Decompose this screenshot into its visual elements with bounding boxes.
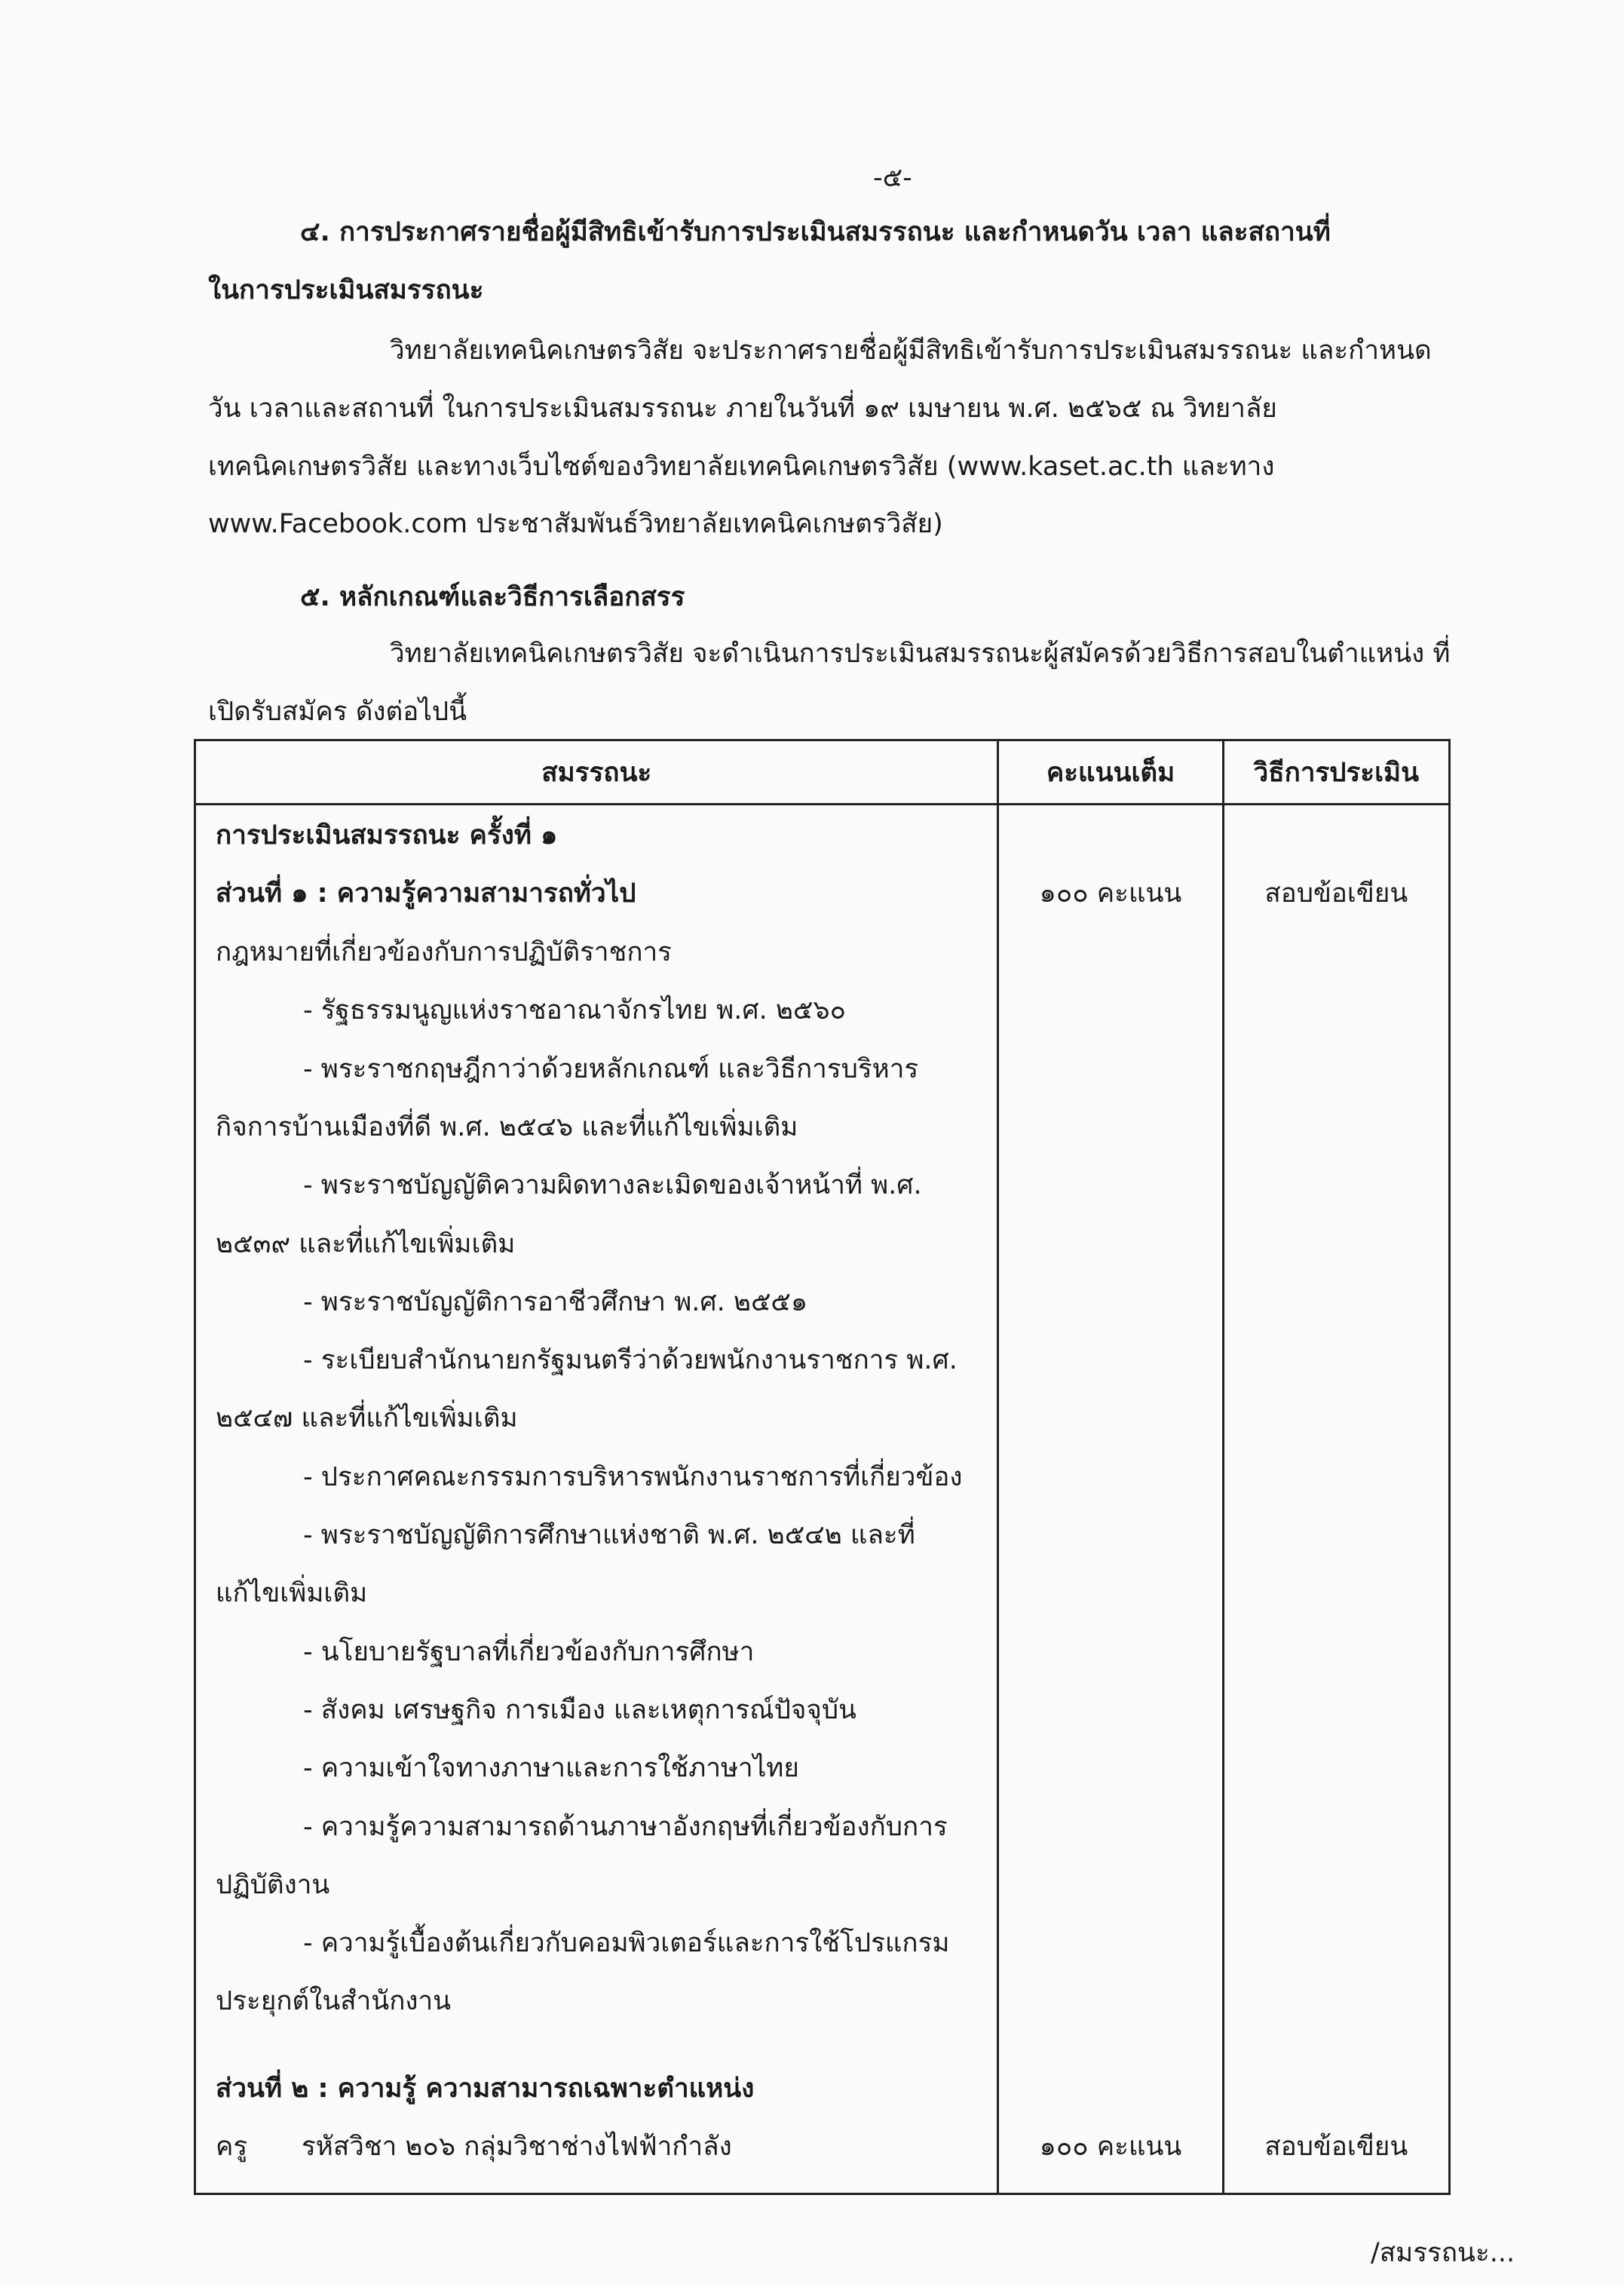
competency-line: - รัฐธรรมนูญแห่งราชอาณาจักรไทย พ.ศ. ๒๕๖๐ [303, 995, 846, 1025]
competency-line: กิจการบ้านเมืองที่ดี พ.ศ. ๒๕๔๖ และที่แก้ไขเพิ่มเติม [216, 1112, 798, 1142]
section4-heading-line2: ในการประเมินสมรรถนะ [208, 275, 484, 305]
table-header-row [195, 740, 1450, 805]
competency-line: - ความเข้าใจทางภาษาและการใช้ภาษาไทย [303, 1753, 799, 1783]
competency-line: - ความรู้ความสามารถด้านภาษาอังกฤษที่เกี่ยวข้องกับการ [303, 1812, 948, 1842]
competency-line: กฎหมายที่เกี่ยวข้องกับการปฏิบัติราชการ [216, 937, 672, 967]
table-body-row [195, 805, 1450, 2194]
part2-method: สอบข้อเขียน [1264, 2132, 1408, 2162]
section5-heading: ๕. หลักเกณฑ์และวิธีการเลือกสรร [300, 582, 685, 612]
part2-row-text: รหัสวิชา ๒๐๖ กลุ่มวิชาช่างไฟฟ้ากำลัง [302, 2132, 732, 2162]
competency-table [194, 739, 1451, 2195]
part2-row-label: ครู [216, 2132, 248, 2162]
part2-title: ส่วนที่ ๒ : ความรู้ ความสามารถเฉพาะตำแหน่ง [216, 2074, 755, 2104]
section4-body-line2: วัน เวลาและสถานที่ ในการประเมินสมรรถนะ ภายในวันที่ ๑๙ เมษายน พ.ศ. ๒๕๖๕ ณ วิทยาลัย [208, 394, 1277, 424]
section5-body-line1: วิทยาลัยเทคนิคเกษตรวิสัย จะดำเนินการประเมินสมรรถนะผู้สมัครด้วยวิธีการสอบในตำแหน่ง ที่ [390, 639, 1451, 669]
competency-line: - พระราชบัญญัติการศึกษาแห่งชาติ พ.ศ. ๒๕๔๒ และที่ [303, 1520, 915, 1550]
competency-line: - ความรู้เบื้องต้นเกี่ยวกับคอมพิวเตอร์และการใช้โปรแกรม [303, 1928, 950, 1958]
competency-line: ปฏิบัติงาน [216, 1870, 330, 1900]
section4-heading-line1: ๔. การประกาศรายชื่อผู้มีสิทธิเข้ารับการประเมินสมรรถนะ และกำหนดวัน เวลา และสถานที่ [300, 217, 1331, 247]
part1-method: สอบข้อเขียน [1264, 878, 1408, 909]
round-title: การประเมินสมรรถนะ ครั้งที่ ๑ [216, 820, 558, 851]
page-number: -๕- [873, 163, 912, 193]
competency-line: - พระราชบัญญัติความผิดทางละเมิดของเจ้าหน้าที่ พ.ศ. [303, 1170, 922, 1200]
competency-line: ประยุกต์ในสำนักงาน [216, 1986, 452, 2016]
competency-line: แก้ไขเพิ่มเติม [216, 1578, 368, 1608]
competency-line: ๒๕๓๙ และที่แก้ไขเพิ่มเติม [216, 1229, 516, 1259]
header-method: วิธีการประเมิน [1223, 740, 1449, 805]
method-cell [1223, 805, 1449, 2194]
competency-line: - ประกาศคณะกรรมการบริหารพนักงานราชการที่เกี่ยวข้อง [303, 1462, 963, 1492]
header-full-score: คะแนนเต็ม [998, 740, 1223, 805]
competency-line: ๒๕๔๗ และที่แก้ไขเพิ่มเติม [216, 1403, 518, 1433]
competency-line: - นโยบายรัฐบาลที่เกี่ยวข้องกับการศึกษา [303, 1637, 755, 1667]
section4-body-line1: วิทยาลัยเทคนิคเกษตรวิสัย จะประกาศรายชื่อผู้มีสิทธิเข้ารับการประเมินสมรรถนะ และกำหนด [390, 336, 1432, 366]
part2-score: ๑๐๐ คะแนน [1039, 2132, 1182, 2162]
section5-body-line2: เปิดรับสมัคร ดังต่อไปนี้ [208, 697, 467, 727]
competency-line: - สังคม เศรษฐกิจ การเมือง และเหตุการณ์ปัจจุบัน [303, 1695, 856, 1725]
competency-line: - พระราชกฤษฎีกาว่าด้วยหลักเกณฑ์ และวิธีการบริหาร [303, 1054, 919, 1084]
score-cell [998, 805, 1223, 2194]
part1-title: ส่วนที่ ๑ : ความรู้ความสามารถทั่วไป [216, 878, 636, 909]
continuation-note: /สมรรถนะ... [1371, 2238, 1515, 2268]
part1-score: ๑๐๐ คะแนน [1039, 878, 1182, 909]
header-competency: สมรรถนะ [195, 740, 998, 805]
section4-body-line4: www.Facebook.com ประชาสัมพันธ์วิทยาลัยเทคนิคเกษตรวิสัย) [208, 509, 943, 539]
competency-cell [195, 805, 998, 2194]
competency-line: - พระราชบัญญัติการอาชีวศึกษา พ.ศ. ๒๕๕๑ [303, 1287, 808, 1317]
competency-line: - ระเบียบสำนักนายกรัฐมนตรีว่าด้วยพนักงานราชการ พ.ศ. [303, 1345, 958, 1375]
section4-body-line3: เทคนิคเกษตรวิสัย และทางเว็บไซต์ของวิทยาลัยเทคนิคเกษตรวิสัย (www.kaset.ac.th และทาง [208, 452, 1275, 482]
